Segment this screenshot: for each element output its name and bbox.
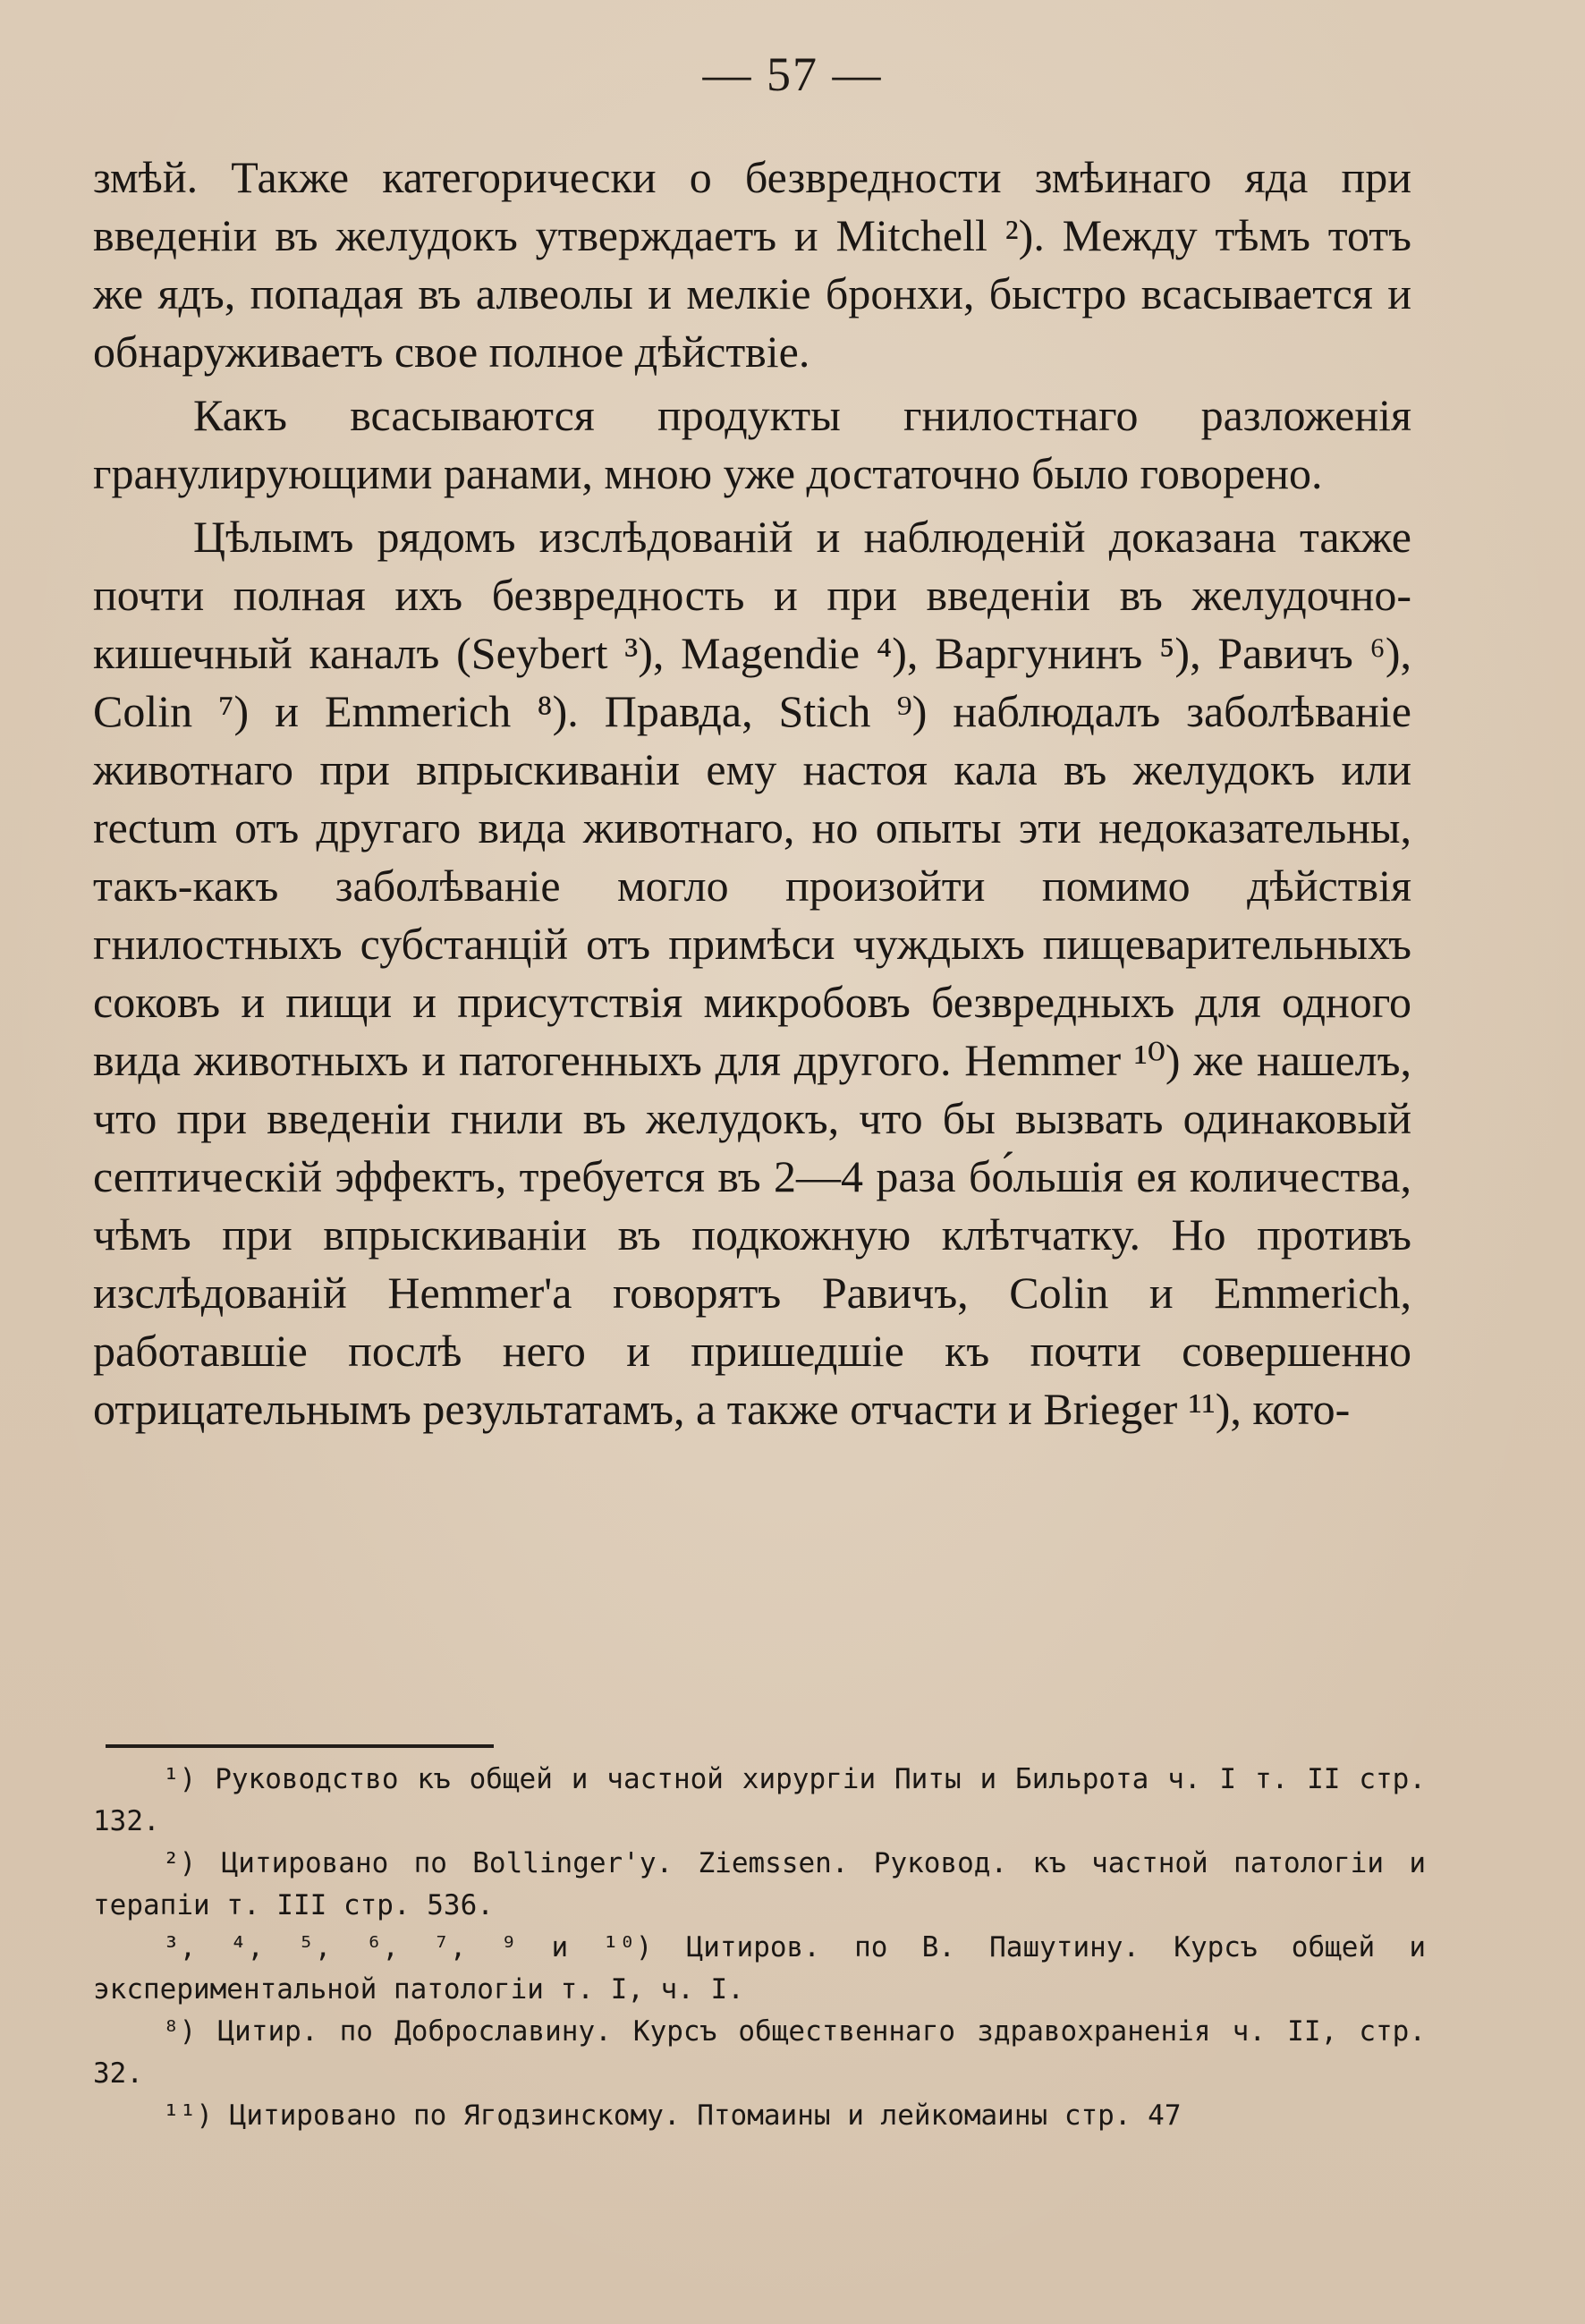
paragraph-2: Какъ всасываются продукты гнилостнаго разложенія гранулирующими ранами, мною уже достаточно было говорено. [93, 390, 1411, 498]
paragraph-3: Цѣлымъ рядомъ изслѣдованій и наблюденій доказана также почти полная ихъ безвредность и при введеніи въ желудочно-кишечный каналъ (Seybert ³), Magendie ⁴), Варгунинъ ⁵), Равичъ ⁶), Colin ⁷) и Emmerich ⁸). Правда, Stich ⁹) наблюдалъ заболѣваніе животнаго при впрыскиваніи ему настоя кала въ желудокъ или rectum отъ другаго вида животнаго, но опыты эти недоказательны, такъ-какъ заболѣваніе могло произойти помимо дѣйствія гнилостныхъ субстанцій отъ примѣси чуждыхъ пищеварительныхъ соковъ и пищи и присутствія микробовъ безвредныхъ для одного вида животныхъ и патогенныхъ для другого. Hemmer ¹⁰) же нашелъ, что при введеніи гнили въ желудокъ, что бы вызвать одинаковый септическій эффектъ, требуется въ 2—4 раза бо́льшія ея количества, чѣмъ при впрыскиваніи въ подкожную клѣтчатку. Но противъ изслѣдованій Hemmer'а говорятъ Равичъ, Colin и Emmerich, работавшіе послѣ него и пришедшіе къ почти совершенно отрицательнымъ результатамъ, а также отчасти и Brieger ¹¹), кото- [93, 512, 1411, 1434]
footnote-1: ¹) Руководство къ общей и частной хирургіи Питы и Бильрота ч. I т. II стр. 132. [93, 1763, 1426, 1837]
footnote-11: ¹¹) Цитировано по Ягодзинскому. Птомаины и лейкомаины стр. 47 [163, 2099, 1182, 2132]
page-number: — 57 — [702, 47, 883, 101]
footnote-3: ³, ⁴, ⁵, ⁶, ⁷, ⁹ и ¹⁰) Цитиров. по В. Пашутину. Курсъ общей и экспериментальной патологіи т. I, ч. I. [93, 1931, 1426, 2006]
main-text [93, 148, 1411, 1438]
footnote-8: ⁸) Цитир. по Доброславину. Курсъ общественнаго здравохраненія ч. II, стр. 32. [93, 2015, 1426, 2090]
footnotes [93, 1759, 1426, 2137]
footnote-2: ²) Цитировано по Bollinger'у. Ziemssen. Руковод. къ частной патологіи и терапіи т. III стр. 536. [93, 1847, 1426, 1921]
paragraph-1: змѣй. Также категорически о безвредности змѣинаго яда при введеніи въ желудокъ утверждаетъ и Mitchell ²). Между тѣмъ тотъ же ядъ, попадая въ алвеолы и мелкіе бронхи, быстро всасывается и обнаруживаетъ свое полное дѣйствіе. [93, 152, 1411, 377]
footnote-separator [106, 1744, 494, 1748]
